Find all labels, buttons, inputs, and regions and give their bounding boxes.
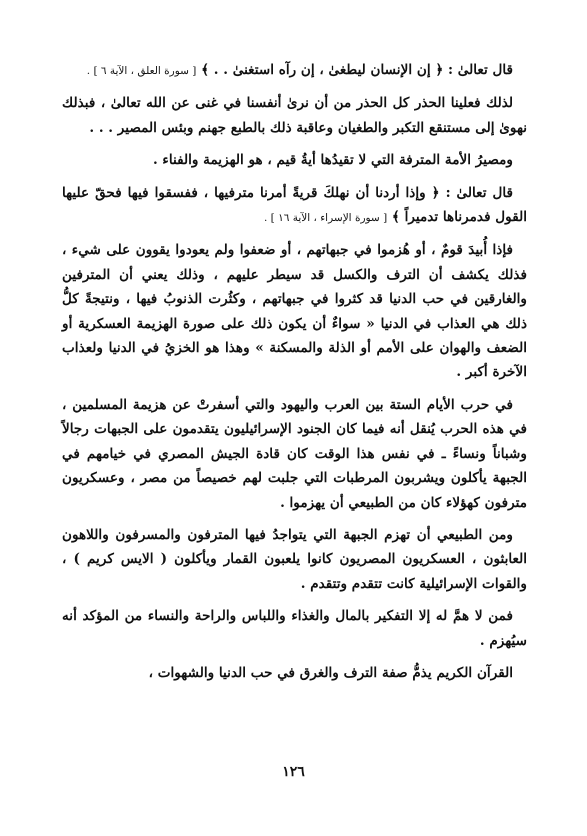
paragraph-certain-defeat — [62, 604, 527, 653]
paragraph-text: ومن الطبيعي أن تهزم الجبهة التي يتواجدُ فيها المترفون والمسرفون واللاهون العابثون ، العسكريون المصريون كانوا يلعبون القمار ويأكلون ( الايس كريم ) ، والقوات الإسرائيلية كانت تتقدم وتتقدم . — [62, 526, 527, 592]
paragraph-consequences — [62, 238, 527, 384]
quran-quote-isra — [62, 181, 527, 231]
paragraph-text: فإذا أُبيدَ قومٌ ، أو هُزموا في جبهاتهم ، أو ضعفوا ولم يعودوا يقوون على شيء ، فذلك يكشف أن الترف والكسل قد سيطر عليهم ، وذلك يعني أن المترفين والغارقين في حب الدنيا قد كثروا في جبهاتهم ، وكثُرت الذنوبُ فيها ، ونتيجةً كلُّ ذلك هي العذاب في الدنيا « سواءٌ أن يكون ذلك على صورة الهزيمة العسكرية أو الضعف والهوان على الأمم أو الذلة والمسكنة » وهذا هو الخزيُ في الدنيا ولعذاب الآخرة أكبر . — [62, 242, 527, 381]
surah-reference: [ سورة الإسراء ، الآية ١٦ ] . — [264, 212, 388, 225]
page-number: ١٢٦ — [282, 764, 305, 780]
paragraph-defeat-reason — [62, 523, 527, 596]
surah-reference: [ سورة العلق ، الآية ٦ ] . — [86, 65, 197, 77]
paragraph-text: فمن لا همَّ له إلا التفكير بالمال والغذاء واللباس والراحة والنساء من المؤكد أنه سيُهزم . — [62, 608, 527, 649]
page-body — [62, 58, 527, 693]
quote-text: قال تعالىٰ : ﴿ إن الإنسان ليطغىٰ ، إن رآه استغنىٰ . . ﴾ — [196, 62, 513, 78]
paragraph-six-day-war — [62, 393, 527, 515]
quote-text: قال تعالىٰ : ﴿ وإذا أردنا أن نهلكَ قريةً أمرنا مترفيها ، ففسقوا فيها فحقّ عليها القول فدمرناها تدميراً ﴾ — [62, 184, 527, 226]
quran-quote-alaq — [62, 58, 527, 83]
paragraph-text: لذلك فعلينا الحذر كل الحذر من أن نرىٰ أنفسنا في غنى عن الله تعالىٰ ، فبذلك نهوىٰ إلى مستنقع التكبر والطغيان وعاقبة ذلك بالطبع جهنم وبئس المصير . . . — [62, 95, 527, 136]
paragraph-fate-of-nation — [62, 148, 527, 172]
paragraph-warning-arrogance — [62, 91, 527, 140]
paragraph-text: القرآن الكريم يذمُّ صفة الترف والغرق في حب الدنيا والشهوات ، — [148, 664, 513, 681]
paragraph-text: في حرب الأيام الستة بين العرب واليهود والتي أسفرتْ عن هزيمة المسلمين ، في هذه الحرب يُنقل أنه فيما كان الجنود الإسرائيليون يتقدمون على الجبهات رجالاً وشباناً ونساءً ـ في نفس هذا الوقت كان قادة الجيش المصري في خيامهم في الجبهة يأكلون ويشربون المرطبات التي جلبت لهم خصيصاً من مصر ، وعسكريون مترفون كهؤلاء كان من الطبيعي أن يهزموا . — [62, 396, 527, 511]
paragraph-text: ومصيرُ الأمة المترفة التي لا تقيدُها أيةُ قيم ، هو الهزيمة والفناء . — [152, 152, 513, 169]
paragraph-quran-condemns — [62, 661, 527, 685]
